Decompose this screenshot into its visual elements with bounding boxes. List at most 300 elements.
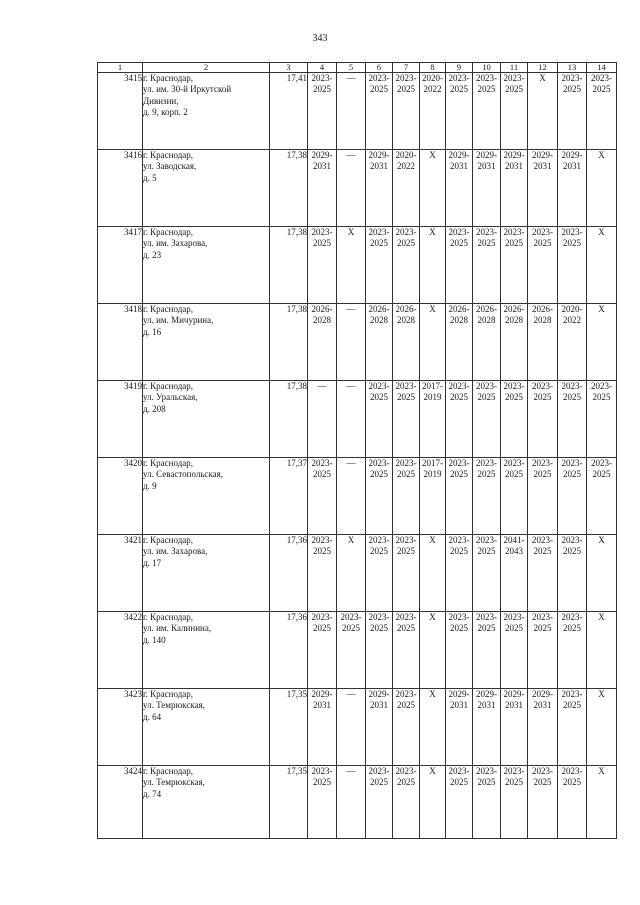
address-cell	[143, 304, 270, 381]
period-text: 2028	[505, 315, 523, 326]
period-text: 2025	[450, 469, 468, 480]
period-text: 2025	[477, 777, 496, 788]
period-text: 2023-	[311, 73, 333, 83]
period-cell	[366, 535, 393, 612]
period-text: 2025	[450, 238, 468, 249]
period-text: 2025	[450, 546, 468, 557]
period-text: X	[539, 73, 546, 83]
period-cell	[308, 227, 337, 304]
period-cell	[501, 73, 528, 150]
period-cell	[393, 304, 420, 381]
period-cell	[528, 689, 558, 766]
period-text: 2023-	[503, 73, 525, 83]
period-text: 2026-	[395, 304, 417, 314]
period-text: 2031	[477, 700, 496, 711]
period-text: 2029-	[368, 689, 390, 699]
column-number-header: 13	[558, 63, 587, 73]
period-text: 2025	[505, 469, 523, 480]
period-cell	[528, 73, 558, 150]
period-text: 2029-	[476, 150, 497, 160]
period-cell	[446, 150, 473, 227]
period-text: —	[346, 766, 356, 776]
period-cell	[308, 150, 337, 227]
period-text: 2025	[477, 546, 496, 557]
period-text: 2025	[477, 238, 496, 249]
period-cell	[308, 73, 337, 150]
address-cell	[143, 73, 270, 150]
row-number-cell: 3419	[98, 381, 143, 458]
period-cell	[528, 766, 558, 839]
period-cell	[446, 304, 473, 381]
period-text: 2023-	[395, 381, 417, 391]
column-number-header: 1	[98, 63, 143, 73]
period-text: 2029-	[448, 150, 470, 160]
column-number-header: 11	[501, 63, 528, 73]
period-text: 2025	[450, 623, 468, 634]
period-text: 2023-	[503, 612, 525, 622]
address-cell	[143, 227, 270, 304]
period-text: 2023-	[561, 458, 583, 468]
period-text: 2025	[450, 392, 468, 403]
period-cell	[558, 227, 587, 304]
period-cell	[446, 766, 473, 839]
period-cell	[366, 304, 393, 381]
column-number-header: 4	[308, 63, 337, 73]
period-text: 2025	[592, 469, 611, 480]
period-cell	[501, 535, 528, 612]
period-cell	[308, 381, 337, 458]
period-text: 2023-	[448, 535, 470, 545]
period-text: 2025	[505, 84, 523, 95]
period-text: 2023-	[476, 612, 497, 622]
period-text: 2031	[313, 700, 331, 711]
period-cell	[393, 73, 420, 150]
period-text: 2031	[450, 700, 468, 711]
period-text: 2023-	[311, 227, 333, 237]
period-text: 2017-	[422, 458, 443, 468]
period-text: 2025	[313, 546, 331, 557]
period-cell	[558, 535, 587, 612]
period-text: X	[429, 689, 436, 699]
period-text: 2023-	[368, 73, 390, 83]
period-cell	[587, 689, 617, 766]
period-text: 2025	[563, 469, 581, 480]
period-cell	[308, 689, 337, 766]
period-text: 2025	[533, 469, 552, 480]
period-cell	[473, 458, 501, 535]
period-cell	[558, 689, 587, 766]
table-row	[98, 381, 617, 458]
period-text: 2023-	[368, 535, 390, 545]
address-line: Дивизии,	[143, 95, 179, 106]
period-text: X	[598, 227, 605, 237]
period-cell	[366, 458, 393, 535]
period-cell	[528, 304, 558, 381]
period-text: 2023-	[532, 458, 553, 468]
period-text: 2023-	[503, 766, 525, 776]
period-text: 2023-	[395, 227, 417, 237]
period-text: 2023-	[476, 458, 497, 468]
value-cell: 17,38	[270, 381, 308, 458]
period-cell	[501, 766, 528, 839]
value-cell: 17,35	[270, 766, 308, 839]
address-line: ул. им. Захарова,	[143, 238, 208, 249]
period-text: 2023-	[561, 227, 583, 237]
period-text: 2023-	[532, 381, 553, 391]
period-cell	[473, 535, 501, 612]
period-text: 2019	[423, 392, 442, 403]
address-line: д. 208	[143, 403, 166, 414]
period-cell	[308, 458, 337, 535]
period-text: 2025	[313, 84, 331, 95]
period-text: 2025	[313, 238, 331, 249]
address-line: д. 64	[143, 711, 162, 722]
address-cell	[143, 612, 270, 689]
period-cell	[420, 227, 446, 304]
value-cell: 17,37	[270, 458, 308, 535]
period-cell	[337, 766, 366, 839]
period-text: 2023-	[561, 381, 583, 391]
period-text: 2023-	[532, 535, 553, 545]
period-text: 2029-	[311, 150, 333, 160]
period-text: 2025	[505, 777, 523, 788]
value-cell: 17,41	[270, 73, 308, 150]
period-text: X	[429, 150, 436, 160]
period-text: 2025	[477, 84, 496, 95]
period-cell	[308, 304, 337, 381]
period-text: 2025	[505, 238, 523, 249]
period-text: 2023-	[503, 227, 525, 237]
period-text: 2025	[592, 392, 611, 403]
period-cell	[587, 381, 617, 458]
period-text: 2023-	[561, 689, 583, 699]
table-row	[98, 612, 617, 689]
address-cell	[143, 458, 270, 535]
period-cell	[420, 535, 446, 612]
value-cell: 17,36	[270, 535, 308, 612]
period-cell	[337, 381, 366, 458]
period-text: 2023-	[561, 766, 583, 776]
period-cell	[366, 766, 393, 839]
period-text: 2023-	[448, 227, 470, 237]
period-text: X	[598, 689, 605, 699]
period-cell	[420, 73, 446, 150]
period-text: X	[598, 535, 605, 545]
address-line: г. Краснодар,	[143, 381, 194, 391]
period-text: 2025	[370, 546, 388, 557]
period-text: X	[429, 766, 436, 776]
address-line: д. 140	[143, 634, 166, 645]
period-text: 2025	[370, 392, 388, 403]
period-text: 2025	[563, 700, 581, 711]
period-text: —	[346, 689, 356, 699]
period-cell	[420, 304, 446, 381]
period-cell	[558, 304, 587, 381]
period-text: X	[429, 304, 436, 314]
address-line: г. Краснодар,	[143, 766, 194, 776]
period-text: 2025	[533, 623, 552, 634]
period-cell	[501, 612, 528, 689]
period-text: 2025	[533, 392, 552, 403]
period-cell	[393, 612, 420, 689]
period-text: 2023-	[476, 766, 497, 776]
period-text: 2031	[505, 161, 523, 172]
period-cell	[473, 304, 501, 381]
period-cell	[446, 227, 473, 304]
address-line: г. Краснодар,	[143, 227, 194, 237]
period-text: 2025	[450, 84, 468, 95]
period-text: 2031	[505, 700, 523, 711]
period-text: 2025	[397, 238, 415, 249]
period-text: 2025	[342, 623, 360, 634]
period-text: 2022	[397, 161, 415, 172]
period-cell	[337, 458, 366, 535]
period-text: 2023-	[591, 458, 612, 468]
period-text: 2023-	[368, 612, 390, 622]
column-number-header: 6	[366, 63, 393, 73]
period-cell	[587, 766, 617, 839]
period-text: 2031	[370, 161, 388, 172]
period-text: 2023-	[395, 766, 417, 776]
column-number-row	[98, 63, 617, 73]
period-cell	[393, 227, 420, 304]
period-text: 2025	[477, 469, 496, 480]
address-line: д. 17	[143, 557, 162, 568]
table-row	[98, 304, 617, 381]
period-text: 2025	[563, 546, 581, 557]
period-cell	[558, 612, 587, 689]
period-cell	[446, 381, 473, 458]
row-number-cell: 3421	[98, 535, 143, 612]
period-text: 2025	[397, 392, 415, 403]
period-cell	[393, 458, 420, 535]
period-text: 2025	[563, 623, 581, 634]
period-text: 2020-	[561, 304, 583, 314]
table-row	[98, 766, 617, 839]
address-line: д. 16	[143, 326, 162, 337]
period-text: 2023-	[311, 612, 333, 622]
period-text: X	[429, 227, 436, 237]
period-text: —	[346, 304, 356, 314]
period-cell	[587, 150, 617, 227]
period-text: 2025	[313, 469, 331, 480]
period-text: 2023-	[395, 535, 417, 545]
period-text: 2023-	[476, 227, 497, 237]
address-line: ул. Уральская,	[143, 392, 198, 403]
period-text: 2023-	[561, 73, 583, 83]
period-cell	[337, 535, 366, 612]
table-row	[98, 689, 617, 766]
period-text: 2025	[397, 546, 415, 557]
period-text: 2028	[450, 315, 468, 326]
period-cell	[528, 227, 558, 304]
address-cell	[143, 689, 270, 766]
row-number-cell: 3418	[98, 304, 143, 381]
period-cell	[420, 612, 446, 689]
period-cell	[420, 689, 446, 766]
address-line: г. Краснодар,	[143, 458, 194, 468]
address-line: г. Краснодар,	[143, 150, 194, 160]
period-text: 2023-	[476, 535, 497, 545]
period-text: 2023-	[448, 73, 470, 83]
period-cell	[337, 612, 366, 689]
period-text: 2026-	[368, 304, 390, 314]
period-text: 2029-	[311, 689, 333, 699]
period-text: 2025	[563, 392, 581, 403]
period-text: 2025	[477, 392, 496, 403]
table-row	[98, 227, 617, 304]
period-text: 2029-	[476, 689, 497, 699]
period-text: 2023-	[503, 458, 525, 468]
period-cell	[337, 227, 366, 304]
period-text: X	[347, 535, 355, 545]
period-text: 2023-	[532, 612, 553, 622]
address-line: г. Краснодар,	[143, 612, 194, 622]
address-cell	[143, 535, 270, 612]
period-text: X	[598, 766, 605, 776]
period-text: 2029-	[368, 150, 390, 160]
period-cell	[308, 612, 337, 689]
period-text: X	[598, 150, 605, 160]
period-text: 2023-	[448, 458, 470, 468]
period-text: 2025	[397, 84, 415, 95]
address-line: ул. Темрюкская,	[143, 700, 205, 711]
period-text: 2025	[397, 469, 415, 480]
address-cell	[143, 150, 270, 227]
period-text: 2023-	[368, 766, 390, 776]
address-line: г. Краснодар,	[143, 304, 194, 314]
table-row	[98, 535, 617, 612]
period-cell	[446, 612, 473, 689]
period-text: 2022	[563, 315, 581, 326]
column-number-header: 14	[587, 63, 617, 73]
period-cell	[420, 766, 446, 839]
period-text: 2025	[533, 546, 552, 557]
period-cell	[587, 458, 617, 535]
period-text: —	[346, 73, 356, 83]
period-text: 2023-	[532, 766, 553, 776]
period-cell	[308, 766, 337, 839]
period-text: 2025	[397, 777, 415, 788]
period-text: 2031	[477, 161, 496, 172]
period-text: 2031	[370, 700, 388, 711]
period-text: 2025	[370, 469, 388, 480]
period-text: 2022	[423, 84, 442, 95]
period-cell	[446, 689, 473, 766]
row-number-cell: 3416	[98, 150, 143, 227]
period-text: 2026-	[311, 304, 333, 314]
period-cell	[308, 535, 337, 612]
period-text: 2025	[370, 777, 388, 788]
period-cell	[446, 73, 473, 150]
period-cell	[337, 73, 366, 150]
period-text: 2029-	[503, 150, 525, 160]
period-cell	[587, 535, 617, 612]
period-text: 2023-	[368, 381, 390, 391]
address-line: ул. им. Калинина,	[143, 623, 212, 634]
period-cell	[501, 227, 528, 304]
column-number-header: 10	[473, 63, 501, 73]
period-text: —	[317, 381, 327, 391]
address-line: д. 74	[143, 788, 162, 799]
period-text: 2025	[370, 623, 388, 634]
period-cell	[337, 304, 366, 381]
address-cell	[143, 766, 270, 839]
column-number-header: 8	[420, 63, 446, 73]
period-cell	[366, 227, 393, 304]
period-cell	[528, 381, 558, 458]
period-text: 2025	[505, 392, 523, 403]
address-line: ул. Темрюкская,	[143, 777, 205, 788]
period-cell	[366, 612, 393, 689]
address-line: д. 23	[143, 249, 162, 260]
period-text: 2029-	[503, 689, 525, 699]
period-text: 2025	[397, 700, 415, 711]
period-cell	[501, 458, 528, 535]
period-text: 2026-	[532, 304, 553, 314]
period-text: 2031	[563, 161, 581, 172]
period-text: 2023-	[340, 612, 362, 622]
period-text: 2023-	[368, 227, 390, 237]
period-text: 2023-	[561, 612, 583, 622]
period-cell	[473, 689, 501, 766]
period-text: 2023-	[448, 766, 470, 776]
period-cell	[528, 458, 558, 535]
period-cell	[558, 73, 587, 150]
table-row	[98, 458, 617, 535]
period-text: 2023-	[448, 612, 470, 622]
period-cell	[393, 689, 420, 766]
period-text: 2025	[450, 777, 468, 788]
period-cell	[501, 150, 528, 227]
period-text: 2031	[533, 700, 552, 711]
period-text: 2026-	[448, 304, 470, 314]
period-text: —	[346, 458, 356, 468]
period-text: X	[347, 227, 355, 237]
address-line: д. 9, корп. 2	[143, 106, 188, 117]
address-line: г. Краснодар,	[143, 73, 194, 83]
period-text: 2023-	[591, 381, 612, 391]
address-line: д. 5	[143, 172, 157, 183]
period-cell	[393, 150, 420, 227]
period-cell	[528, 612, 558, 689]
period-text: 2025	[563, 777, 581, 788]
period-cell	[587, 73, 617, 150]
period-cell	[393, 381, 420, 458]
period-cell	[366, 381, 393, 458]
period-text: 2023-	[395, 689, 417, 699]
period-cell	[420, 458, 446, 535]
period-text: 2020-	[422, 73, 443, 83]
address-cell	[143, 381, 270, 458]
table-row	[98, 150, 617, 227]
period-text: 2028	[533, 315, 552, 326]
address-line: д. 9	[143, 480, 157, 491]
period-text: 2023-	[448, 381, 470, 391]
housing-register-table	[97, 62, 617, 839]
page-number: 343	[312, 33, 328, 44]
period-text: 2025	[505, 623, 523, 634]
address-line: ул. Заводская,	[143, 161, 197, 172]
period-text: 2023-	[395, 73, 417, 83]
period-text: 2031	[313, 161, 331, 172]
period-text: —	[346, 381, 356, 391]
period-cell	[393, 535, 420, 612]
period-text: 2041-	[503, 535, 525, 545]
period-cell	[366, 150, 393, 227]
period-text: X	[598, 304, 605, 314]
value-cell: 17,38	[270, 227, 308, 304]
